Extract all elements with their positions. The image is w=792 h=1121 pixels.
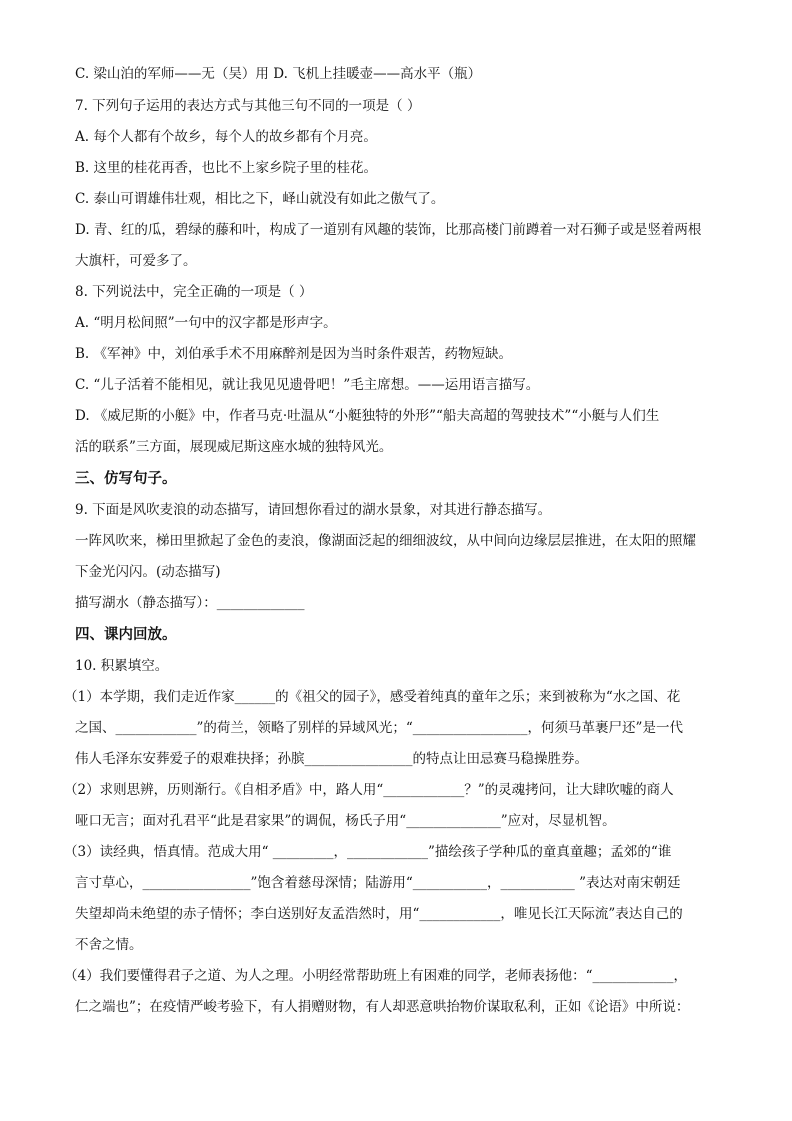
- q8-option-b: B. 《军神》中，刘伯承手术不用麻醉剂是因为当时条件艰苦，药物短缺。: [75, 346, 513, 362]
- question-8: 8. 下列说法中，完全正确的一项是（ ）: [75, 284, 313, 300]
- q10-part-1-cont-1: 之国、____________”的荷兰，领略了别样的异域风光；“_________________，何须马革裹尸还”是一代: [75, 720, 683, 736]
- q10-part-4-cont: 仁之端也”；在疫情严峻考验下，有人捐赠财物，有人却恶意哄抬物价谋取私利，正如《论语》中所说：: [75, 999, 690, 1015]
- q7-option-b: B. 这里的桂花再香，也比不上家乡院子里的桂花。: [75, 160, 378, 176]
- q9-passage-cont: 下金光闪闪。(动态描写): [75, 564, 221, 580]
- q7-option-a: A. 每个人都有个故乡，每个人的故乡都有个月亮。: [75, 129, 377, 145]
- question-9: 9. 下面是风吹麦浪的动态描写，请回想你看过的湖水景象，对其进行静态描写。: [75, 502, 552, 518]
- question-10: 10. 积累填空。: [75, 658, 169, 674]
- q10-part-1: （1）本学期，我们走近作家______的《祖父的园子》，感受着纯真的童年之乐；来到被称为“水之国、花: [64, 689, 681, 705]
- q8-option-c: C. “儿子活着不能相见，就让我见见遗骨吧！”毛主席想。——运用语言描写。: [75, 377, 540, 393]
- q8-option-d-cont: 活的联系”三方面，展现威尼斯这座水城的独特风光。: [75, 439, 393, 455]
- question-7: 7. 下列句子运用的表达方式与其他三句不同的一项是（ ）: [75, 98, 421, 114]
- q10-part-3-cont-1: 言寸草心，________________”饱含着慈母深情；陆游用“___________，___________ ”表达对南宋朝廷: [75, 875, 681, 891]
- option-c-d-line: C. 梁山泊的军师——无（吴）用 D. 飞机上挂暖壶——高水平（瓶）: [75, 66, 482, 82]
- q10-part-2-cont: 哑口无言；面对孔君平“此是君家果”的调侃，杨氏子用“______________”应对，尽显机智。: [75, 813, 616, 829]
- section-4-heading: 四、课内回放。: [75, 627, 177, 643]
- q9-answer-line: 描写湖水（静态描写）：_____________: [75, 595, 305, 611]
- q10-part-3-cont-2: 失望却尚未绝望的赤子情怀；李白送别好友孟浩然时，用“____________，唯见长江天际流”表达自己的: [75, 906, 683, 922]
- q9-passage: 一阵风吹来，梯田里掀起了金色的麦浪，像湖面泛起的细细波纹，从中间向边缘层层推进，在太阳的照耀: [75, 533, 696, 549]
- q10-part-3-cont-3: 不舍之情。: [75, 937, 143, 953]
- q7-option-d-cont: 大旗杆，可爱多了。: [75, 253, 197, 269]
- q10-part-1-cont-2: 伟人毛泽东安葬爱子的艰难抉择；孙膑________________的特点让田忌赛马稳操胜券。: [75, 751, 588, 767]
- q8-option-a: A. “明月松间照”一句中的汉字都是形声字。: [75, 315, 337, 331]
- q7-option-c: C. 泰山可谓雄伟壮观，相比之下，峄山就没有如此之傲气了。: [75, 191, 445, 207]
- q7-option-d: D. 青、红的瓜，碧绿的藤和叶，构成了一道别有风趣的装饰，比那高楼门前蹲着一对石狮子或是竖着两根: [75, 222, 702, 238]
- section-3-heading: 三、仿写句子。: [75, 471, 177, 487]
- q10-part-4: （4）我们要懂得君子之道、为人之理。小明经常帮助班上有困难的同学，老师表扬他：“____________，: [64, 968, 687, 984]
- q10-part-3: （3）读经典，悟真情。范成大用“ _________，____________”描绘孩子学种瓜的童真童趣；孟郊的“谁: [64, 844, 672, 860]
- q8-option-d: D. 《威尼斯的小艇》中，作者马克·吐温从“小艇独特的外形”“船夫高超的驾驶技术”“小艇与人们生: [75, 408, 660, 424]
- q10-part-2: （2）求则思辨，历则渐行。《自相矛盾》中，路人用“____________？”的灵魂拷问，让大肆吹嘘的商人: [64, 782, 674, 798]
